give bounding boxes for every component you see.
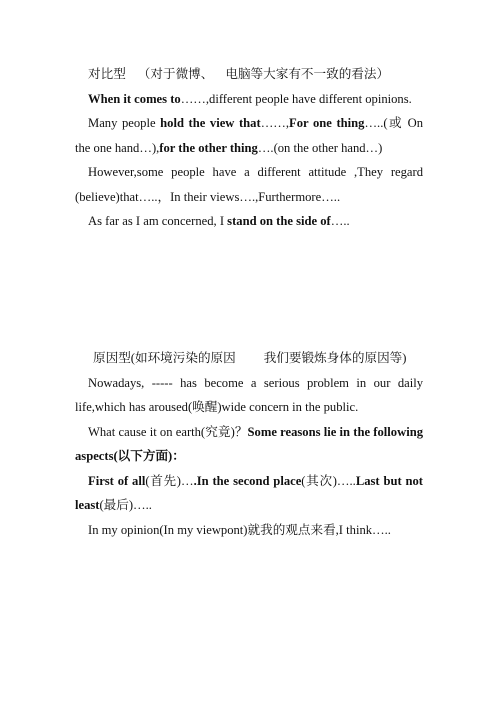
text-run: (首先)… [145, 473, 194, 488]
bold-phrase: First of all [88, 473, 146, 488]
bold-phrase: .In the second place [193, 473, 302, 488]
text-run: Many people [88, 116, 161, 130]
paragraph [75, 371, 423, 420]
paragraph [75, 420, 423, 469]
bold-phrase: for the other thing [159, 140, 258, 155]
text-run: ……, [260, 116, 290, 130]
title-part: 我们要锻炼身体的原因等) [263, 351, 407, 365]
text-run: Nowadays, ----- has become a serious problem in our daily life,which has aroused(唤醒)wide concern in the public. [75, 375, 423, 414]
paragraph [75, 469, 423, 518]
title-part: 对比型 [88, 67, 126, 81]
title-part: （对于微博、 [137, 67, 214, 81]
bold-phrase: hold the view that [160, 116, 261, 130]
text-run: (其次)….. [301, 473, 356, 488]
section-contrast-type [75, 62, 423, 234]
section-title [75, 62, 423, 87]
title-part: 电脑等大家有不一致的看法） [225, 67, 390, 81]
paragraph [75, 87, 423, 112]
text-run: (最后)….. [99, 498, 152, 512]
paragraph [75, 111, 423, 160]
paragraph [75, 518, 423, 543]
text-run: What cause it on earth(究竟)？ [88, 424, 248, 439]
text-run: However,some people have a different attitude ,They regard (believe)that…..，In their views….,Furthermore….. [75, 165, 423, 204]
text-run: …..(或 On the one hand…), [75, 116, 423, 155]
section-cause-type [75, 346, 423, 542]
text-run: In my opinion(In my viewpont)就我的观点来看,I think….. [88, 522, 391, 537]
bold-phrase: For one thing [289, 116, 365, 130]
bold-phrase: When it comes to [88, 91, 181, 106]
text-run: As far as I am concerned, I [88, 214, 228, 228]
bold-phrase: stand on the side of [227, 214, 331, 228]
section-title [75, 346, 423, 371]
text-run: ……,different people have different opinions. [180, 91, 412, 106]
paragraph [75, 209, 423, 234]
bold-phrase: Last but not least [75, 473, 423, 512]
paragraph [75, 160, 423, 209]
bold-phrase: Some reasons lie in the following aspects(以下方面)： [75, 424, 423, 463]
text-run: ….(on the other hand…) [257, 140, 383, 155]
title-part: 原因型(如环境污染的原因 [93, 351, 236, 365]
text-run: ….. [330, 214, 350, 228]
